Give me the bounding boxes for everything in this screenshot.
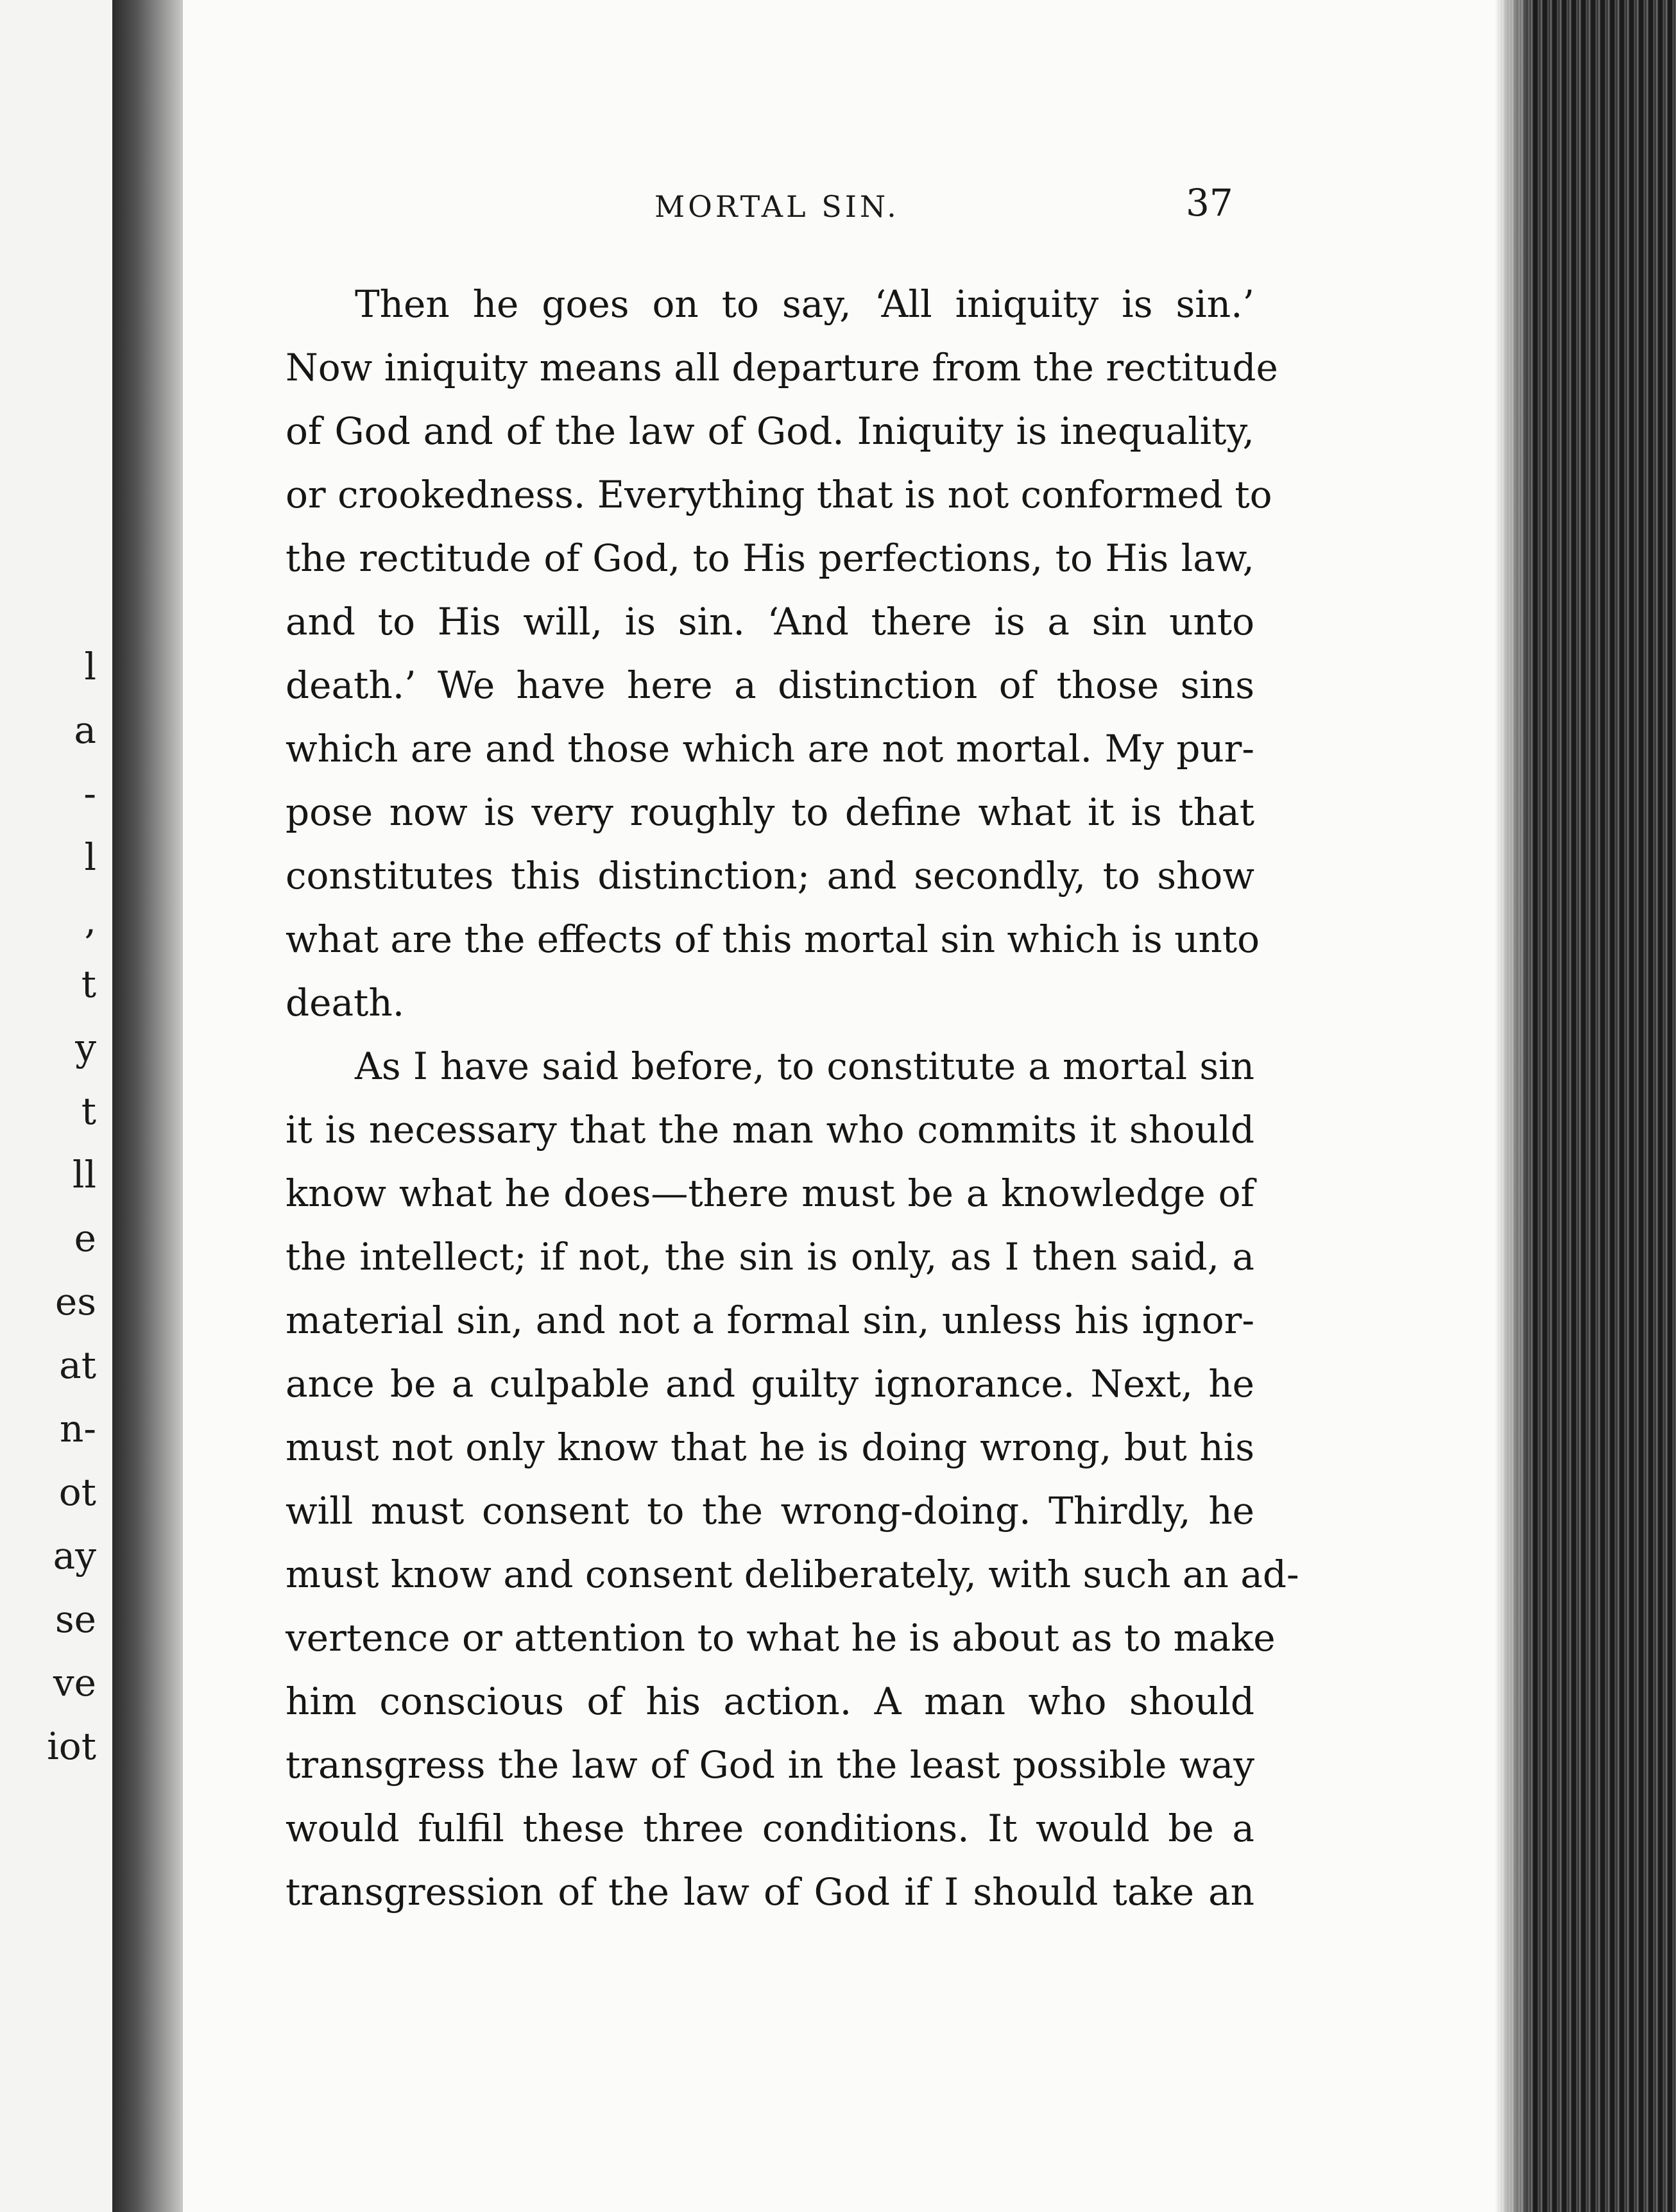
facing-page-fragment: ot xyxy=(58,1470,96,1514)
binding-gutter xyxy=(112,0,183,2212)
text-line: transgress the law of God in the least possible way xyxy=(286,1743,1254,1787)
facing-page-left xyxy=(0,0,112,2212)
facing-page-fragment: , xyxy=(84,899,96,942)
text-line: him conscious of his action. A man who should xyxy=(286,1680,1254,1723)
facing-page-fragment: es xyxy=(55,1280,96,1323)
text-line: Then he goes on to say, ‘All iniquity is sin.’ xyxy=(355,282,1254,326)
facing-page-fragment: se xyxy=(55,1597,96,1641)
text-line: and to His will, is sin. ‘And there is a sin unto xyxy=(286,600,1254,643)
facing-page-fragment: t xyxy=(81,962,96,1006)
facing-page-fragment: iot xyxy=(47,1724,96,1768)
text-line: the rectitude of God, to His perfections, to His law, xyxy=(286,536,1254,580)
facing-page-fragment: a xyxy=(74,708,96,752)
text-line: material sin, and not a formal sin, unless his ignor- xyxy=(286,1298,1254,1342)
text-line: of God and of the law of God. Iniquity is inequality, xyxy=(286,409,1254,453)
page-number: 37 xyxy=(1186,181,1233,225)
page-edge-shadow xyxy=(1495,0,1534,2212)
facing-page-fragment: ve xyxy=(53,1661,96,1705)
text-line: constitutes this distinction; and secondly, to show xyxy=(286,854,1254,898)
text-line: death.’ We have here a distinction of those sins xyxy=(286,663,1254,707)
text-line: pose now is very roughly to define what it is that xyxy=(286,790,1254,834)
text-line: or crookedness. Everything that is not conformed to xyxy=(286,473,1272,516)
facing-page-fragment: n- xyxy=(60,1407,96,1451)
text-line: ance be a culpable and guilty ignorance. Next, he xyxy=(286,1362,1254,1406)
body-text xyxy=(286,273,1299,1924)
text-line: the intellect; if not, the sin is only, as I then said, a xyxy=(286,1235,1254,1279)
text-line: vertence or attention to what he is about as to make xyxy=(286,1616,1276,1660)
facing-page-fragments xyxy=(0,635,96,1778)
text-line: death. xyxy=(286,981,405,1025)
text-line: which are and those which are not mortal. My pur- xyxy=(286,727,1254,770)
facing-page-fragment: - xyxy=(83,772,96,815)
facing-page-fragment: l xyxy=(84,835,96,879)
text-line: must know and consent deliberately, with such an ad- xyxy=(286,1553,1299,1596)
running-head: MORTAL SIN. xyxy=(654,189,900,224)
facing-page-fragment: l xyxy=(84,645,96,688)
text-line: it is necessary that the man who commits it should xyxy=(286,1108,1254,1152)
facing-page-fragment: ll xyxy=(72,1153,96,1196)
text-line: would fulfil these three conditions. It would be a xyxy=(286,1807,1254,1850)
paragraph-2 xyxy=(286,1035,1299,1924)
facing-page-fragment: at xyxy=(59,1343,96,1387)
facing-page-fragment: t xyxy=(81,1089,96,1133)
text-line: must not only know that he is doing wrong, but his xyxy=(286,1425,1254,1469)
facing-page-fragment: e xyxy=(74,1216,96,1260)
facing-page-fragment: ay xyxy=(53,1534,96,1578)
text-line: Now iniquity means all departure from the rectitude xyxy=(286,346,1278,389)
text-line: As I have said before, to constitute a mortal sin xyxy=(355,1044,1254,1088)
facing-page-fragment: y xyxy=(75,1026,96,1069)
text-line: transgression of the law of God if I should take an xyxy=(286,1870,1254,1914)
text-line: will must consent to the wrong-doing. Thirdly, he xyxy=(286,1489,1254,1533)
text-line: what are the effects of this mortal sin which is unto xyxy=(286,917,1260,961)
text-line: know what he does—there must be a knowledge of xyxy=(286,1171,1254,1215)
paragraph-1 xyxy=(286,273,1278,1035)
